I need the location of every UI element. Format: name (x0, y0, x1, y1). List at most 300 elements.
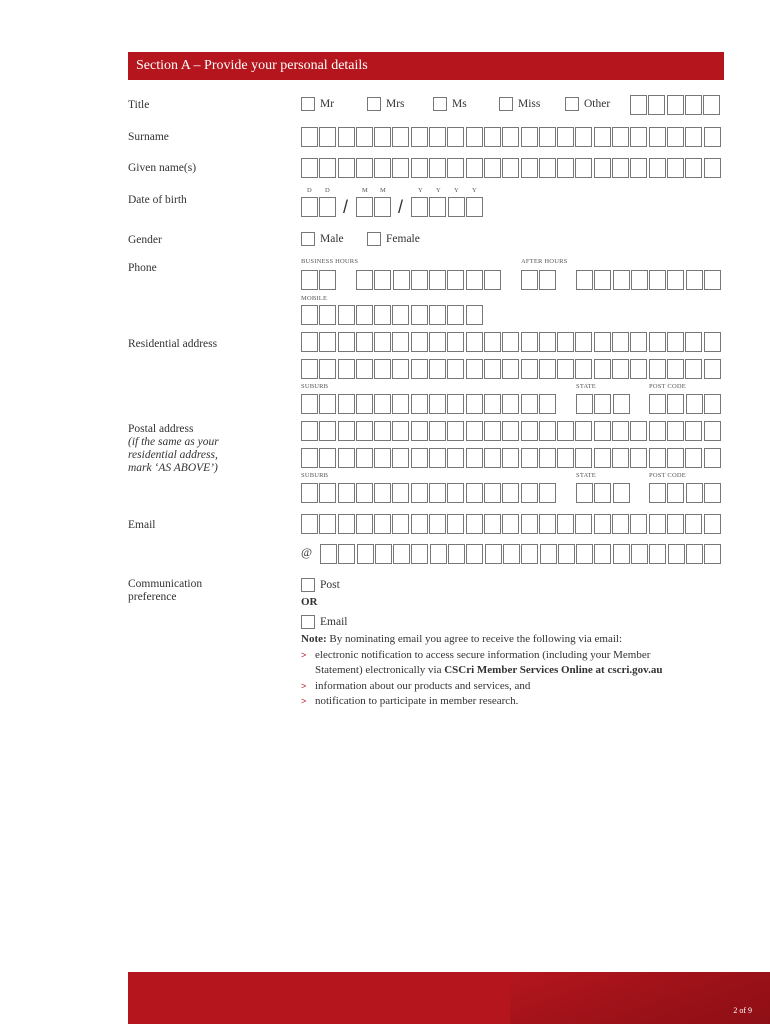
title-option-miss[interactable] (499, 97, 565, 111)
char-box[interactable] (521, 270, 538, 290)
char-box[interactable] (301, 127, 318, 147)
char-box[interactable] (557, 127, 574, 147)
char-box[interactable] (630, 127, 647, 147)
char-box[interactable] (319, 421, 336, 441)
char-box[interactable] (356, 448, 373, 468)
char-box[interactable] (301, 359, 318, 379)
char-box[interactable] (338, 127, 355, 147)
char-box[interactable] (521, 448, 538, 468)
char-box[interactable] (338, 158, 355, 178)
char-box[interactable] (612, 514, 629, 534)
char-box[interactable] (613, 394, 630, 414)
char-box[interactable] (466, 197, 483, 217)
char-box[interactable] (411, 332, 428, 352)
char-box[interactable] (557, 359, 574, 379)
char-box[interactable] (630, 95, 647, 115)
char-box[interactable] (338, 421, 355, 441)
after-hours-phone-field[interactable] (576, 270, 722, 290)
gender-option-male[interactable] (301, 232, 367, 246)
business-phone-field[interactable] (356, 270, 502, 290)
char-box[interactable] (521, 158, 538, 178)
char-box[interactable] (319, 158, 336, 178)
other-title-field[interactable] (630, 95, 721, 115)
char-box[interactable] (630, 448, 647, 468)
residential-suburb-field[interactable] (301, 394, 557, 414)
char-box[interactable] (301, 483, 318, 503)
comm-option-post[interactable] (301, 578, 340, 592)
char-box[interactable] (301, 514, 318, 534)
char-box[interactable] (502, 514, 519, 534)
char-box[interactable] (374, 305, 391, 325)
char-box[interactable] (429, 332, 446, 352)
char-box[interactable] (539, 127, 556, 147)
title-option-ms[interactable] (433, 97, 499, 111)
char-box[interactable] (484, 359, 501, 379)
char-box[interactable] (392, 483, 409, 503)
char-box[interactable] (631, 270, 648, 290)
char-box[interactable] (575, 359, 592, 379)
char-box[interactable] (485, 544, 502, 564)
email-domain-field[interactable] (320, 544, 723, 564)
char-box[interactable] (447, 127, 464, 147)
char-box[interactable] (356, 421, 373, 441)
char-box[interactable] (594, 332, 611, 352)
char-box[interactable] (429, 127, 446, 147)
char-box[interactable] (392, 332, 409, 352)
char-box[interactable] (466, 394, 483, 414)
char-box[interactable] (613, 544, 630, 564)
char-box[interactable] (576, 270, 593, 290)
char-box[interactable] (429, 359, 446, 379)
char-box[interactable] (594, 448, 611, 468)
char-box[interactable] (557, 514, 574, 534)
char-box[interactable] (667, 394, 684, 414)
char-box[interactable] (338, 305, 355, 325)
char-box[interactable] (411, 448, 428, 468)
char-box[interactable] (356, 197, 373, 217)
char-box[interactable] (484, 394, 501, 414)
char-box[interactable] (704, 544, 721, 564)
char-box[interactable] (594, 127, 611, 147)
char-box[interactable] (447, 448, 464, 468)
title-option-mrs[interactable] (367, 97, 433, 111)
mrs-checkbox[interactable] (367, 97, 381, 111)
char-box[interactable] (685, 359, 702, 379)
char-box[interactable] (466, 127, 483, 147)
char-box[interactable] (612, 332, 629, 352)
char-box[interactable] (319, 359, 336, 379)
residential-postcode-field[interactable] (649, 394, 722, 414)
char-box[interactable] (539, 332, 556, 352)
char-box[interactable] (484, 483, 501, 503)
char-box[interactable] (576, 544, 593, 564)
char-box[interactable] (704, 332, 721, 352)
char-box[interactable] (301, 332, 318, 352)
char-box[interactable] (667, 514, 684, 534)
char-box[interactable] (411, 483, 428, 503)
char-box[interactable] (374, 359, 391, 379)
char-box[interactable] (539, 359, 556, 379)
char-box[interactable] (704, 448, 721, 468)
char-box[interactable] (374, 158, 391, 178)
char-box[interactable] (557, 332, 574, 352)
char-box[interactable] (612, 421, 629, 441)
char-box[interactable] (667, 95, 684, 115)
char-box[interactable] (301, 421, 318, 441)
char-box[interactable] (594, 514, 611, 534)
female-checkbox[interactable] (367, 232, 381, 246)
char-box[interactable] (392, 394, 409, 414)
char-box[interactable] (448, 544, 465, 564)
char-box[interactable] (594, 483, 611, 503)
mr-checkbox[interactable] (301, 97, 315, 111)
char-box[interactable] (356, 332, 373, 352)
char-box[interactable] (667, 448, 684, 468)
char-box[interactable] (630, 359, 647, 379)
postal-suburb-field[interactable] (301, 483, 557, 503)
char-box[interactable] (484, 270, 501, 290)
char-box[interactable] (649, 483, 666, 503)
char-box[interactable] (356, 359, 373, 379)
char-box[interactable] (521, 421, 538, 441)
business-area-code-field[interactable] (301, 270, 338, 290)
given-names-field[interactable] (301, 158, 722, 178)
char-box[interactable] (704, 394, 721, 414)
char-box[interactable] (503, 544, 520, 564)
title-option-mr[interactable] (301, 97, 367, 111)
char-box[interactable] (466, 359, 483, 379)
email-username-field[interactable] (301, 514, 722, 534)
char-box[interactable] (502, 421, 519, 441)
char-box[interactable] (392, 359, 409, 379)
char-box[interactable] (575, 421, 592, 441)
postal-postcode-field[interactable] (649, 483, 722, 503)
char-box[interactable] (338, 544, 355, 564)
char-box[interactable] (411, 197, 428, 217)
char-box[interactable] (685, 127, 702, 147)
char-box[interactable] (447, 421, 464, 441)
char-box[interactable] (319, 514, 336, 534)
char-box[interactable] (374, 332, 391, 352)
dob-day-field[interactable] (301, 197, 338, 217)
char-box[interactable] (704, 158, 721, 178)
char-box[interactable] (319, 197, 336, 217)
char-box[interactable] (466, 514, 483, 534)
char-box[interactable] (594, 544, 611, 564)
char-box[interactable] (539, 270, 556, 290)
char-box[interactable] (356, 514, 373, 534)
char-box[interactable] (392, 514, 409, 534)
char-box[interactable] (557, 421, 574, 441)
char-box[interactable] (502, 359, 519, 379)
char-box[interactable] (649, 421, 666, 441)
char-box[interactable] (667, 158, 684, 178)
char-box[interactable] (575, 158, 592, 178)
char-box[interactable] (686, 483, 703, 503)
char-box[interactable] (466, 332, 483, 352)
char-box[interactable] (338, 448, 355, 468)
char-box[interactable] (704, 514, 721, 534)
char-box[interactable] (539, 483, 556, 503)
char-box[interactable] (631, 544, 648, 564)
char-box[interactable] (648, 95, 665, 115)
char-box[interactable] (521, 483, 538, 503)
char-box[interactable] (429, 448, 446, 468)
char-box[interactable] (466, 305, 483, 325)
char-box[interactable] (576, 394, 593, 414)
char-box[interactable] (630, 514, 647, 534)
char-box[interactable] (704, 270, 721, 290)
char-box[interactable] (612, 448, 629, 468)
char-box[interactable] (392, 158, 409, 178)
miss-checkbox[interactable] (499, 97, 513, 111)
char-box[interactable] (649, 332, 666, 352)
char-box[interactable] (411, 158, 428, 178)
char-box[interactable] (484, 514, 501, 534)
char-box[interactable] (704, 127, 721, 147)
char-box[interactable] (429, 158, 446, 178)
dob-year-field[interactable] (411, 197, 484, 217)
char-box[interactable] (374, 421, 391, 441)
char-box[interactable] (338, 514, 355, 534)
char-box[interactable] (667, 359, 684, 379)
char-box[interactable] (613, 270, 630, 290)
char-box[interactable] (393, 270, 410, 290)
char-box[interactable] (484, 448, 501, 468)
char-box[interactable] (612, 359, 629, 379)
postal-line2-field[interactable] (301, 448, 722, 468)
char-box[interactable] (301, 394, 318, 414)
char-box[interactable] (301, 197, 318, 217)
char-box[interactable] (429, 483, 446, 503)
char-box[interactable] (686, 394, 703, 414)
char-box[interactable] (649, 158, 666, 178)
char-box[interactable] (374, 514, 391, 534)
char-box[interactable] (521, 332, 538, 352)
char-box[interactable] (411, 305, 428, 325)
char-box[interactable] (319, 448, 336, 468)
char-box[interactable] (539, 158, 556, 178)
char-box[interactable] (575, 514, 592, 534)
char-box[interactable] (594, 421, 611, 441)
char-box[interactable] (356, 270, 373, 290)
char-box[interactable] (374, 197, 391, 217)
char-box[interactable] (411, 270, 428, 290)
char-box[interactable] (320, 544, 337, 564)
male-checkbox[interactable] (301, 232, 315, 246)
char-box[interactable] (668, 544, 685, 564)
postal-line1-field[interactable] (301, 421, 722, 441)
char-box[interactable] (484, 332, 501, 352)
char-box[interactable] (649, 448, 666, 468)
char-box[interactable] (392, 421, 409, 441)
residential-line2-field[interactable] (301, 359, 722, 379)
char-box[interactable] (447, 305, 464, 325)
char-box[interactable] (649, 359, 666, 379)
char-box[interactable] (667, 483, 684, 503)
char-box[interactable] (630, 332, 647, 352)
char-box[interactable] (575, 448, 592, 468)
char-box[interactable] (649, 514, 666, 534)
char-box[interactable] (649, 544, 666, 564)
char-box[interactable] (667, 332, 684, 352)
char-box[interactable] (411, 394, 428, 414)
char-box[interactable] (685, 421, 702, 441)
char-box[interactable] (594, 158, 611, 178)
char-box[interactable] (466, 448, 483, 468)
char-box[interactable] (466, 270, 483, 290)
char-box[interactable] (540, 544, 557, 564)
char-box[interactable] (630, 158, 647, 178)
char-box[interactable] (484, 127, 501, 147)
char-box[interactable] (447, 270, 464, 290)
char-box[interactable] (521, 544, 538, 564)
char-box[interactable] (575, 332, 592, 352)
char-box[interactable] (521, 394, 538, 414)
char-box[interactable] (429, 197, 446, 217)
mobile-field[interactable] (301, 305, 484, 325)
char-box[interactable] (539, 448, 556, 468)
char-box[interactable] (319, 305, 336, 325)
surname-field[interactable] (301, 127, 722, 147)
gender-option-female[interactable] (367, 232, 420, 246)
char-box[interactable] (392, 448, 409, 468)
residential-line1-field[interactable] (301, 332, 722, 352)
ms-checkbox[interactable] (433, 97, 447, 111)
char-box[interactable] (319, 394, 336, 414)
char-box[interactable] (521, 127, 538, 147)
char-box[interactable] (649, 394, 666, 414)
char-box[interactable] (429, 270, 446, 290)
title-option-other[interactable] (565, 97, 627, 111)
char-box[interactable] (502, 483, 519, 503)
char-box[interactable] (539, 514, 556, 534)
char-box[interactable] (649, 127, 666, 147)
char-box[interactable] (484, 158, 501, 178)
char-box[interactable] (502, 127, 519, 147)
postal-state-field[interactable] (576, 483, 631, 503)
char-box[interactable] (594, 359, 611, 379)
char-box[interactable] (502, 448, 519, 468)
note-item-1-link[interactable]: CSCri Member Services Online at cscri.gov.au (444, 664, 663, 676)
char-box[interactable] (484, 421, 501, 441)
residential-state-field[interactable] (576, 394, 631, 414)
char-box[interactable] (393, 544, 410, 564)
comm-option-email[interactable] (301, 615, 347, 629)
char-box[interactable] (392, 127, 409, 147)
char-box[interactable] (667, 270, 684, 290)
char-box[interactable] (466, 421, 483, 441)
char-box[interactable] (667, 127, 684, 147)
char-box[interactable] (447, 359, 464, 379)
char-box[interactable] (686, 544, 703, 564)
char-box[interactable] (429, 394, 446, 414)
char-box[interactable] (447, 158, 464, 178)
char-box[interactable] (686, 270, 703, 290)
char-box[interactable] (429, 305, 446, 325)
char-box[interactable] (338, 332, 355, 352)
char-box[interactable] (356, 483, 373, 503)
char-box[interactable] (630, 421, 647, 441)
char-box[interactable] (375, 544, 392, 564)
char-box[interactable] (612, 127, 629, 147)
char-box[interactable] (594, 270, 611, 290)
char-box[interactable] (704, 421, 721, 441)
char-box[interactable] (338, 483, 355, 503)
char-box[interactable] (557, 448, 574, 468)
char-box[interactable] (429, 514, 446, 534)
char-box[interactable] (356, 127, 373, 147)
char-box[interactable] (466, 483, 483, 503)
char-box[interactable] (685, 158, 702, 178)
post-checkbox[interactable] (301, 578, 315, 592)
char-box[interactable] (411, 514, 428, 534)
char-box[interactable] (374, 270, 391, 290)
char-box[interactable] (319, 332, 336, 352)
char-box[interactable] (447, 394, 464, 414)
char-box[interactable] (539, 421, 556, 441)
char-box[interactable] (429, 421, 446, 441)
char-box[interactable] (448, 197, 465, 217)
char-box[interactable] (667, 421, 684, 441)
char-box[interactable] (430, 544, 447, 564)
char-box[interactable] (447, 483, 464, 503)
char-box[interactable] (576, 483, 593, 503)
char-box[interactable] (539, 394, 556, 414)
char-box[interactable] (301, 270, 318, 290)
char-box[interactable] (685, 95, 702, 115)
char-box[interactable] (356, 158, 373, 178)
char-box[interactable] (319, 127, 336, 147)
char-box[interactable] (649, 270, 666, 290)
char-box[interactable] (411, 544, 428, 564)
char-box[interactable] (411, 127, 428, 147)
char-box[interactable] (613, 483, 630, 503)
char-box[interactable] (521, 359, 538, 379)
after-hours-area-code-field[interactable] (521, 270, 558, 290)
char-box[interactable] (338, 394, 355, 414)
char-box[interactable] (392, 305, 409, 325)
char-box[interactable] (411, 359, 428, 379)
char-box[interactable] (301, 305, 318, 325)
other-checkbox[interactable] (565, 97, 579, 111)
char-box[interactable] (374, 394, 391, 414)
char-box[interactable] (703, 95, 720, 115)
char-box[interactable] (521, 514, 538, 534)
char-box[interactable] (466, 544, 483, 564)
char-box[interactable] (447, 332, 464, 352)
char-box[interactable] (301, 448, 318, 468)
char-box[interactable] (357, 544, 374, 564)
char-box[interactable] (502, 394, 519, 414)
char-box[interactable] (374, 127, 391, 147)
char-box[interactable] (685, 514, 702, 534)
char-box[interactable] (356, 305, 373, 325)
char-box[interactable] (685, 332, 702, 352)
char-box[interactable] (558, 544, 575, 564)
char-box[interactable] (374, 448, 391, 468)
char-box[interactable] (301, 158, 318, 178)
char-box[interactable] (502, 158, 519, 178)
char-box[interactable] (356, 394, 373, 414)
char-box[interactable] (685, 448, 702, 468)
email-checkbox[interactable] (301, 615, 315, 629)
char-box[interactable] (594, 394, 611, 414)
char-box[interactable] (612, 158, 629, 178)
char-box[interactable] (575, 127, 592, 147)
char-box[interactable] (319, 270, 336, 290)
char-box[interactable] (338, 359, 355, 379)
